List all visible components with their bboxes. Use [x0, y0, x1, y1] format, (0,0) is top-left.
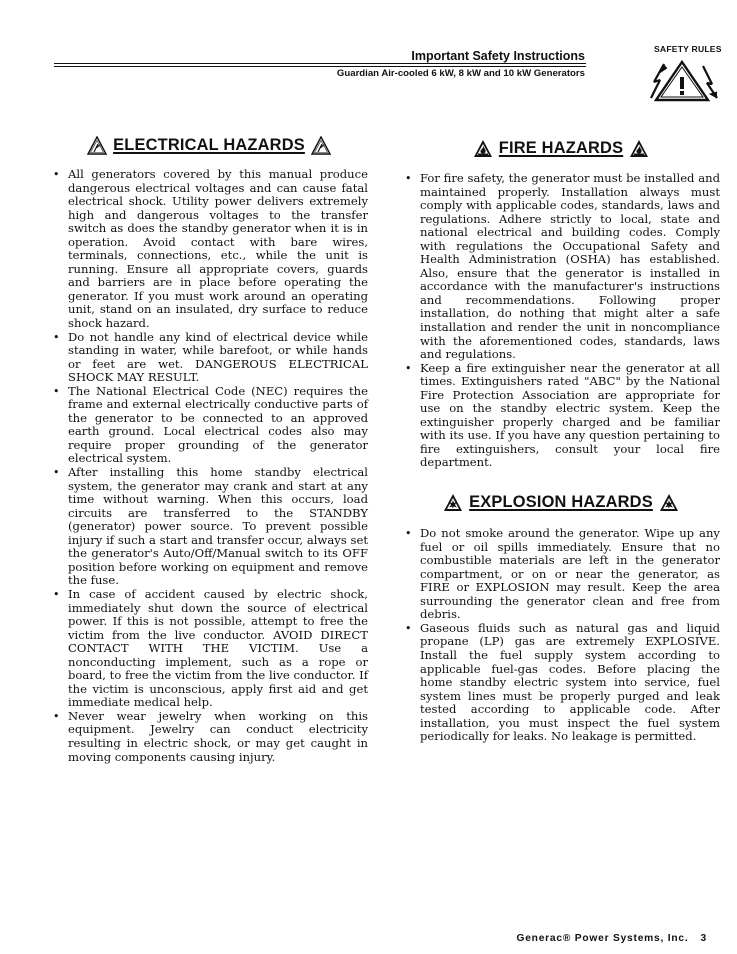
section-heading: [50, 132, 368, 158]
fire-hazard-icon: [629, 139, 649, 158]
fire-hazards-list: [402, 172, 720, 470]
header-rule-thin: [54, 66, 586, 67]
electric-shock-warning-icon: [648, 58, 720, 104]
list-item: • All generators covered by this manual produce dangerous electrical voltages and can cause fatal electrical shock. Utility power delivers extremely high and dangerous voltages to the transfer switch as does the standby generator when it is in operation. Avoid contact with bare wires, terminals, connections, etc., while the unit is running. Ensure all appropriate covers, guards and barriers are in place before operating the generator. If you must work around an operating unit, stand on an insulated, dry surface to reduce shock hazard.: [50, 168, 368, 331]
explosion-hazard-icon: [659, 493, 679, 512]
electrical-hazards-list: [50, 168, 368, 764]
section-heading: [402, 489, 720, 515]
fire-explosion-column: [402, 135, 720, 744]
electrical-hazard-icon: [311, 136, 331, 155]
explosion-hazards-section: [402, 489, 720, 744]
header-title: Important Safety Instructions: [411, 49, 585, 63]
list-item: • Keep a fire extinguisher near the generator at all times. Extinguishers rated "ABC" by the National Fire Protection Association are appropriate for use on the standby electric system. Keep the extinguisher properly charged and be familiar with its use. If you have any question pertaining to fire extinguishers, consult your local fire department.: [402, 362, 720, 470]
explosion-hazards-list: [402, 527, 720, 744]
header-rule: [54, 63, 586, 64]
list-item: • Gaseous fluids such as natural gas and liquid propane (LP) gas are extremely EXPLOSIVE. Install the fuel supply system according to applicable fuel-gas codes. Before placing the home standby electric system into service, fuel system lines must be properly purged and leak tested according to applicable code. After installation, you must inspect the fuel system periodically for leaks. No leakage is permitted.: [402, 622, 720, 744]
fire-hazard-icon: [473, 139, 493, 158]
section-title: FIRE HAZARDS: [498, 138, 624, 157]
page-footer: [516, 933, 707, 944]
section-label: SAFETY RULES: [654, 44, 722, 54]
electrical-hazard-icon: [87, 136, 107, 155]
section-title: EXPLOSION HAZARDS: [469, 492, 653, 511]
list-item: • Do not handle any kind of electrical device while standing in water, while barefoot, or while hands or feet are wet. DANGEROUS ELECTRICAL SHOCK MAY RESULT.: [50, 331, 368, 385]
page-number: 3: [700, 933, 707, 944]
section-title: ELECTRICAL HAZARDS: [113, 135, 305, 154]
header-subtitle: Guardian Air-cooled 6 kW, 8 kW and 10 kW Generators: [336, 68, 585, 79]
section-heading: [402, 135, 720, 161]
list-item: • In case of accident caused by electric shock, immediately shut down the source of electrical power. If this is not possible, attempt to free the victim from the live conductor. AVOID DIRECT CONTACT WITH THE VICTIM. Use a nonconducting implement, such as a rope or board, to free the victim from the live conductor. If the victim is unconscious, apply first aid and get immediate medical help.: [50, 588, 368, 710]
fire-hazards-section: [402, 135, 720, 470]
explosion-hazard-icon: [443, 493, 463, 512]
list-item: • For fire safety, the generator must be installed and maintained properly. Installation always must comply with applicable codes, standards, laws and regulations. Adhere strictly to local, state and national electrical and building codes. Comply with regulations the Occupational Safety and Health Administration (OSHA) has established. Also, ensure that the generator is installed in accordance with the manufacturer's instructions and recommendations. Following proper installation, do nothing that might alter a safe installation and render the unit in noncompliance with the aforementioned codes, standards, laws and regulations.: [402, 172, 720, 362]
list-item: • After installing this home standby electrical system, the generator may crank and start at any time without warning. When this occurs, load circuits are transferred to the STANDBY (generator) power source. To prevent possible injury if such a start and transfer occur, always set the generator's Auto/Off/Manual switch to its OFF position before working on equipment and remove the fuse.: [50, 466, 368, 588]
list-item: • The National Electrical Code (NEC) requires the frame and external electrically conductive parts of the generator to be connected to an approved earth ground. Local electrical codes also may require proper grounding of the generator electrical system.: [50, 385, 368, 466]
list-item: • Never wear jewelry when working on this equipment. Jewelry can conduct electricity resulting in electric shock, or may get caught in moving components causing injury.: [50, 710, 368, 764]
list-item: • Do not smoke around the generator. Wipe up any fuel or oil spills immediately. Ensure that no combustible materials are left in the generator compartment, or on or near the generator, as FIRE or EXPLOSION may result. Keep the area surrounding the generator clean and free from debris.: [402, 527, 720, 622]
footer-company: Generac® Power Systems, Inc.: [516, 933, 689, 944]
electrical-hazards-section: [50, 132, 368, 764]
